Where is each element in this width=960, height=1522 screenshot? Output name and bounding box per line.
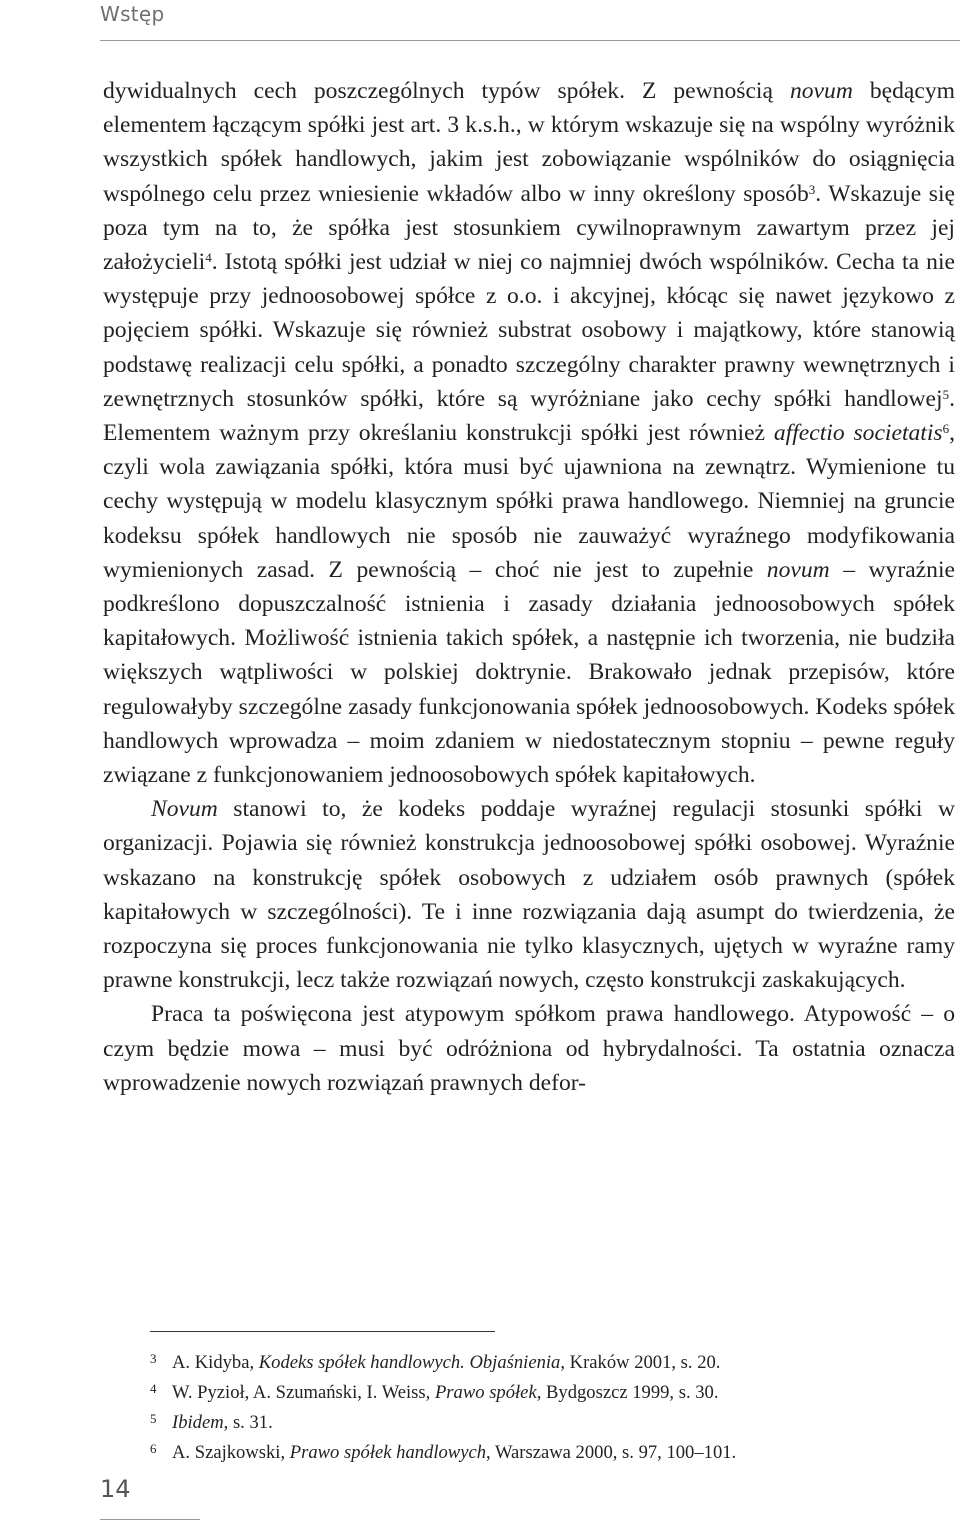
text-run: dywidualnych cech poszczególnych typów spółek. Z pewnością [103, 78, 790, 104]
text-run: stanowi to, że kodeks poddaje wyraźnej regulacji stosunki spółki w organizacji. Pojawia się również konstrukcja jednoosobowej spółki osobowej. Wyraźnie wskazano na konstrukcję spółek osobowych z udziałem osób prawnych (spółek kapitałowych w szczególności). Te i inne rozwiązania dają asumpt do twierdzenia, że rozpoczyna się proces funkcjonowania nie tylko klasycznych, ujętych w wyraźne ramy prawne konstrukcji, lecz także rozwiązań nowych, często konstrukcji zaskakujących. [103, 796, 955, 994]
paragraph-2 [103, 792, 955, 997]
footnote-3 [150, 1348, 910, 1378]
italic-term: novum [766, 556, 830, 583]
body-text [103, 74, 955, 1100]
italic-term: Novum [151, 796, 218, 823]
footnote-number: 4 [150, 1381, 157, 1396]
text-run: , czyli wola zawiązania spółki, która musi być ujawniona na zewnątrz. Wymienione tu cechy występują w modelu klasycznym spółki prawa handlowego. Niemniej na gruncie kodeksu spółek handlowych nie sposób nie zauważyć wyraźnego modyfikowania wymienionych zasad. Z pewnością – choć nie jest to zupełnie [103, 420, 955, 583]
footnote-separator [150, 1331, 495, 1332]
footnote-ref-5[interactable]: 5 [942, 386, 950, 402]
footnote-6 [150, 1438, 910, 1468]
paragraph-3 [103, 997, 955, 1100]
running-header: Wstęp [100, 2, 165, 26]
footnote-number: 6 [150, 1441, 157, 1456]
text-run: będącym elementem łączącym spółki jest art. 3 k.s.h., w którym wskazuje się na wspólny wyróżnik wszystkich spółek handlowych, jakim jest zobowiązanie wspólników do osiągnięcia wspólnego celu przez wniesienie wkładów albo w inny określony sposób [103, 78, 956, 207]
page-number: 14 [100, 1475, 131, 1503]
italic-term: novum [789, 78, 853, 104]
footnote-number: 5 [150, 1411, 157, 1426]
text-run: Praca ta poświęcona jest atypowym spółkom prawa handlowego. Atypowość – o czym będzie mowa – musi być odróżniona od hybrydalności. Ta ostatnia oznacza wprowadzenie nowych rozwiązań prawnych defor- [103, 1001, 955, 1096]
italic-term: affectio societatis [773, 420, 943, 447]
header-rule [100, 40, 960, 41]
text-run: . Elementem ważnym przy określaniu konstrukcji spółki jest również [103, 385, 955, 447]
footnote-text: A. Szajkowski, Prawo spółek handlowych, Warszawa 2000, s. 97, 100–101. [172, 1442, 737, 1463]
footnote-text: Ibidem, s. 31. [172, 1412, 273, 1433]
footnotes [150, 1348, 910, 1468]
text-run: – wyraźnie podkreślono dopuszczalność istnienia i zasady działania jednoosobowych spółek kapitałowych. Możliwość istnienia takich spółek, a następnie ich tworzenia, nie budziła większych wątpliwości w polskiej doktrynie. Brakowało jednak przepisów, które regulowałyby szczególne zasady funkcjonowania spółek jednoosobowych. Kodeks spółek handlowych wprowadza – moim zdaniem w niedostatecznym stopniu – pewne reguły związane z funkcjonowaniem jednoosobowych spółek kapitałowych. [103, 556, 955, 789]
footnote-ref-3[interactable]: 3 [808, 181, 816, 197]
paragraph-1 [103, 74, 955, 792]
footnote-text: A. Kidyba, Kodeks spółek handlowych. Objaśnienia, Kraków 2001, s. 20. [172, 1352, 721, 1373]
footnote-4 [150, 1378, 910, 1408]
footnote-text: W. Pyzioł, A. Szumański, I. Weiss, Prawo spółek, Bydgoszcz 1999, s. 30. [172, 1382, 719, 1403]
footnote-ref-6[interactable]: 6 [942, 421, 950, 437]
footnote-number: 3 [150, 1351, 157, 1366]
footnote-5 [150, 1408, 910, 1438]
footnote-ref-4[interactable]: 4 [205, 250, 212, 266]
text-run: . Istotą spółki jest udział w niej co najmniej dwóch wspólników. Cecha ta nie występuje przy jednoosobowej spółce z o.o. i akcyjnej, kłócąc się nawet językowo z pojęciem spółki. Wskazuje się również substrat osobowy i majątkowy, które stanowią podstawę realizacji celu spółki, a ponadto szczególny charakter prawny wewnętrznych i zewnętrznych stosunków spółki, które są wyróżniane jako cechy spółki handlowej [103, 249, 955, 412]
footer-rule [100, 1519, 200, 1520]
text-run: . Wskazuje się poza tym na to, że spółka jest stosunkiem cywilnoprawnym zawartym przez jej założycieli [103, 180, 955, 276]
